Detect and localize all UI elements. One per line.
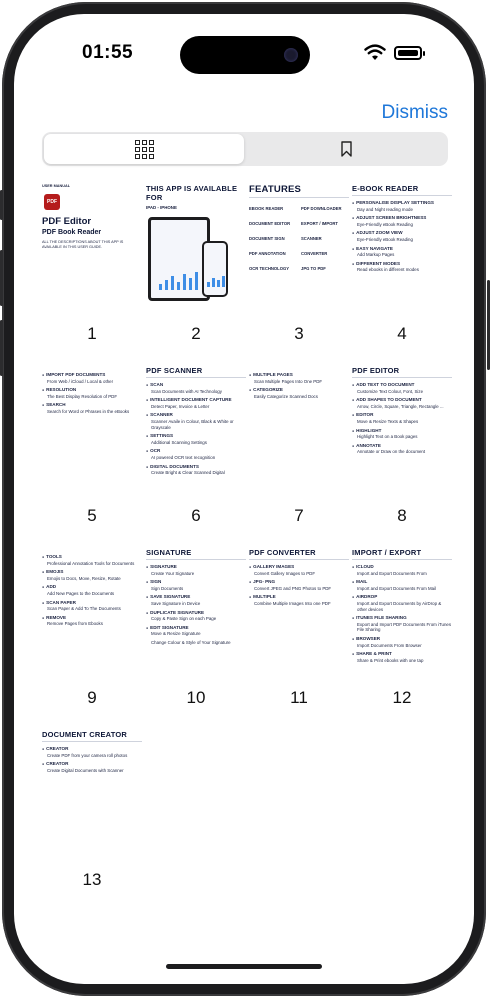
page-number: 4 <box>397 324 407 343</box>
list-item <box>146 464 246 476</box>
list-item <box>146 564 246 576</box>
tab-bookmarks[interactable] <box>246 134 446 164</box>
list-item-desc: Create Bright & Clear Scanned Digital <box>151 470 225 476</box>
list-item-desc: Professional Annotation Tools for Documents <box>47 560 135 566</box>
list-item-title: ● SETTINGS <box>146 433 246 440</box>
page-thumbnail[interactable] <box>352 546 452 674</box>
list-item-title: ● PERSONALISE DISPLAY SETTINGS <box>352 200 452 207</box>
list-item-desc: Customize Text Colour, Font, Size <box>357 388 424 394</box>
bookmark-icon <box>341 141 352 157</box>
list-item <box>249 372 349 384</box>
list-item-desc: Convert Gallery Images to PDF <box>254 570 316 576</box>
list-item-title: ● ADD SHAPES TO DOCUMENT <box>352 397 452 404</box>
list-item-title: ● ITUNES FILE SHARING <box>352 615 452 622</box>
list-item-title: ● SEARCH <box>42 402 142 409</box>
page-thumbnail[interactable] <box>146 546 246 674</box>
page-heading: THIS APP IS AVAILABLE FOR <box>146 184 238 202</box>
list-item-desc: Scan Multiple Pages Into One PDF <box>254 378 323 384</box>
list-item-desc: Arrow, Circle, Square, Triangle, Rectangle ... <box>357 403 444 409</box>
list-item-title: ● GALLERY IMAGES <box>249 564 349 571</box>
list-item <box>352 428 452 440</box>
list-item <box>42 615 142 627</box>
page-thumbnail[interactable] <box>42 364 142 492</box>
page-number: 1 <box>87 324 97 343</box>
list-item-title: ● EDIT SIGNATURE <box>146 625 246 632</box>
list-item <box>146 433 246 445</box>
list-item-desc: Remove Pages from Ebooks <box>47 621 103 627</box>
list-item-desc: Detect Paper, Invoice & Letter <box>151 403 210 409</box>
list-item-title: ● DUPLICATE SIGNATURE <box>146 610 246 617</box>
list-item <box>352 443 452 455</box>
list-item <box>146 397 246 409</box>
list-item <box>352 261 452 273</box>
list-item-desc: Sign Documents <box>151 585 184 591</box>
page-heading: SIGNATURE <box>146 548 246 560</box>
page-thumbnail[interactable] <box>146 182 246 310</box>
list-item <box>42 600 142 612</box>
feature-item: DOCUMENT SIGN <box>249 236 285 241</box>
list-item <box>42 554 142 566</box>
list-item-desc: Import and Export Documents by AirDrop & other devices <box>357 600 442 612</box>
page-number: 13 <box>82 870 102 889</box>
list-item-desc: From Web / iCloud / Local & other <box>47 378 114 384</box>
list-item <box>146 610 246 622</box>
view-mode-segmented-control <box>42 132 448 166</box>
list-item-desc: Import Documents From Browser <box>357 642 422 648</box>
list-item-title: ● AIRDROP <box>352 594 452 601</box>
page-heading: E-BOOK READER <box>352 184 452 196</box>
list-item-title: ● CATEGORIZE <box>249 387 349 394</box>
page-thumbnail[interactable] <box>249 364 349 492</box>
list-item <box>146 412 246 430</box>
page-number: 3 <box>294 324 304 343</box>
list-item <box>352 636 452 648</box>
list-item-title: ● CREATOR <box>42 761 142 768</box>
list-item-title: ● RESOLUTION <box>42 387 142 394</box>
page-number: 11 <box>290 688 308 707</box>
list-item <box>352 246 452 258</box>
page-number: 5 <box>87 506 97 525</box>
screen <box>14 14 474 984</box>
page-number: 9 <box>87 688 97 707</box>
list-item <box>42 761 142 773</box>
list-item-title: ● CREATOR <box>42 746 142 753</box>
list-item-title: ● JPG- PNG <box>249 579 349 586</box>
list-item <box>146 382 246 394</box>
pdf-logo-icon <box>44 194 60 210</box>
status-time: 01:55 <box>82 42 134 63</box>
list-item-desc: Easily Categorize Scanned Docs <box>254 393 318 399</box>
list-item-desc: Import and Export Documents From <box>357 570 427 576</box>
list-item-title: ● TOOLS <box>42 554 142 561</box>
list-item-title: ● SCAN PAPER <box>42 600 142 607</box>
list-item <box>352 615 452 633</box>
list-item-desc: Annotate or Draw on the document <box>357 449 426 455</box>
list-item <box>146 640 246 646</box>
list-item-desc: Additional Scanning Settings <box>151 439 207 445</box>
list-item <box>146 448 246 460</box>
page-thumbnail[interactable] <box>352 182 452 310</box>
cover-title: PDF Editor <box>42 215 92 227</box>
list-item-desc: Emojis to Docs, Move, Resize, Rotate <box>47 575 121 581</box>
list-item-desc: Eye-Friendly eBook Reading <box>357 221 413 227</box>
battery-icon <box>394 46 422 60</box>
page-heading: FEATURES <box>249 184 349 198</box>
list-item-title: ● SCANNER <box>146 412 246 419</box>
wifi-icon <box>364 44 386 62</box>
list-item <box>42 387 142 399</box>
list-item <box>352 200 452 212</box>
tablet-icon <box>148 217 210 301</box>
list-item-desc: Highlight Text on a Book pages <box>357 434 418 440</box>
list-item-desc: Scan Documents with AI Technology <box>151 388 222 394</box>
page-thumbnail[interactable] <box>42 728 142 856</box>
volume-down-button <box>0 320 3 376</box>
list-item-title: ● DIGITAL DOCUMENTS <box>146 464 246 471</box>
features-grid <box>249 202 349 271</box>
cover-description: ALL THE DESCRIPTIONS ABOUT THIS APP IS AVAILABLE IN THIS USER GUIDE. <box>42 239 124 249</box>
list-item <box>146 625 246 637</box>
list-item <box>352 397 452 409</box>
list-item <box>249 387 349 399</box>
list-item <box>42 746 142 758</box>
tab-thumbnails[interactable] <box>44 134 244 164</box>
list-item-title: ● ICLOUD <box>352 564 452 571</box>
page-number: 8 <box>397 506 407 525</box>
page-number: 10 <box>186 688 206 707</box>
list-item-desc: The Best Display Resolution of PDF <box>47 393 118 399</box>
camera-icon <box>284 48 298 62</box>
page-thumbnail[interactable] <box>352 364 452 492</box>
list-item <box>42 372 142 384</box>
list-item-desc: Move & Resize Signature <box>151 631 201 637</box>
list-item-title: ● REMOVE <box>42 615 142 622</box>
feature-item: EXPORT / IMPORT <box>301 221 338 226</box>
list-item-desc: Add Markup Pages <box>357 252 395 258</box>
list-item <box>352 382 452 394</box>
list-item-desc: Day and Night reading mode <box>357 206 413 212</box>
list-item-title: ● OCR <box>146 448 246 455</box>
list-item-title: ● SHARE & PRINT <box>352 651 452 658</box>
list-item-title: ● DIFFERENT MODES <box>352 261 452 268</box>
list-item <box>146 594 246 606</box>
list-item-title: ● MULTIPLE PAGES <box>249 372 349 379</box>
list-item <box>249 594 349 606</box>
list-item-title: ● EASY NAVIGATE <box>352 246 452 253</box>
page-heading: PDF EDITOR <box>352 366 452 378</box>
feature-item: EBOOK READER <box>249 206 284 211</box>
list-item-desc: Eye-Friendly eBook Reading <box>357 236 413 242</box>
page-thumbnail[interactable] <box>249 546 349 674</box>
list-item-desc: Share & Print ebooks with one tap <box>357 657 424 663</box>
list-item-desc: Create Digital Documents with Scanner <box>47 767 124 773</box>
list-item-title: ● SCAN <box>146 382 246 389</box>
feature-item: SCANNER <box>301 236 322 241</box>
page-heading: DOCUMENT CREATOR <box>42 730 142 742</box>
feature-item: PDF DOWNLOADER <box>301 206 342 211</box>
list-item-title: ● MULTIPLE <box>249 594 349 601</box>
list-item <box>352 215 452 227</box>
list-item-title: ● ADD <box>42 584 142 591</box>
page-thumbnail[interactable] <box>42 182 142 310</box>
page-heading: PDF CONVERTER <box>249 548 349 560</box>
list-item-title: ● INTELLIGENT DOCUMENT CAPTURE <box>146 397 246 404</box>
list-item-desc: Change Colour & Style of Your Signature <box>151 639 231 645</box>
list-item-desc: Scan Paper & Add To The Documents <box>47 606 121 612</box>
phone-icon <box>202 241 228 297</box>
list-item <box>352 564 452 576</box>
page-subheading: IPAD - IPHONE <box>146 205 177 210</box>
list-item <box>352 594 452 612</box>
list-item <box>352 579 452 591</box>
list-item-desc: Search for Word or Phrases in the eBooks <box>47 408 130 414</box>
list-item-desc: Add New Pages to the Documents <box>47 590 115 596</box>
list-item-desc: Save Signature in Device <box>151 600 201 606</box>
feature-item: OCR TECHNOLOGY <box>249 266 290 271</box>
list-item <box>249 579 349 591</box>
list-item-desc: Read ebooks in different modes <box>357 267 419 273</box>
list-item-desc: AI powered OCR text recognition <box>151 454 216 460</box>
page-number: 7 <box>294 506 304 525</box>
list-item <box>42 569 142 581</box>
list-item-title: ● SAVE SIGNATURE <box>146 594 246 601</box>
page-thumbnail[interactable] <box>146 364 246 492</box>
page-heading: PDF SCANNER <box>146 366 246 378</box>
list-item-title: ● BROWSER <box>352 636 452 643</box>
list-item-desc: Import and Export Documents From Mail <box>357 585 437 591</box>
page-heading: IMPORT / EXPORT <box>352 548 452 560</box>
list-item <box>42 584 142 596</box>
side-button <box>0 190 3 220</box>
list-item <box>146 579 246 591</box>
logo-text: PDF <box>47 198 57 205</box>
page-number: 6 <box>191 506 201 525</box>
list-item-title: ● ADD TEXT TO DOCUMENT <box>352 382 452 389</box>
volume-up-button <box>0 250 3 306</box>
devices-illustration <box>146 217 236 303</box>
list-item-desc: Move & Resize Texts & Shapes <box>357 418 419 424</box>
list-item-title: ● SIGN <box>146 579 246 586</box>
page-thumbnail[interactable] <box>42 546 142 674</box>
page-number: 2 <box>191 324 201 343</box>
list-item <box>42 402 142 414</box>
list-item-desc: Copy & Paste Sign on each Page <box>151 616 217 622</box>
list-item-title: ● ADJUST SCREEN BRIGHTNESS <box>352 215 452 222</box>
list-item <box>249 564 349 576</box>
list-item-desc: Convert JPEG and PNG Photos to PDF <box>254 585 332 591</box>
list-item-desc: Scanner Availe in Colour, Black & White or Grayscale <box>151 418 234 430</box>
page-thumbnail[interactable] <box>249 182 349 310</box>
home-indicator <box>166 964 322 969</box>
feature-item: PDF ANNOTATION <box>249 251 286 256</box>
feature-item: JPG TO PDF <box>301 266 326 271</box>
list-item <box>352 230 452 242</box>
dynamic-island <box>180 36 310 74</box>
list-item-title: ● HIGHLIGHT <box>352 428 452 435</box>
list-item-title: ● ADJUST ZOOM VIEW <box>352 230 452 237</box>
list-item-title: ● IMPORT PDF DOCUMENTS <box>42 372 142 379</box>
list-item-desc: Export and Import PDF Documents From iTunes File Sharing <box>357 621 452 633</box>
list-item-title: ● SIGNATURE <box>146 564 246 571</box>
feature-item: CONVERTER <box>301 251 328 256</box>
list-item <box>352 412 452 424</box>
list-item <box>352 651 452 663</box>
list-item-title: ● ANNOTATE <box>352 443 452 450</box>
list-item-title: ● EMOJIS <box>42 569 142 576</box>
feature-item: DOCUMENT EDITOR <box>249 221 291 226</box>
list-item-desc: Create Your Signature <box>151 570 195 576</box>
list-item-desc: Combine Multiple Images Into one PDF <box>254 600 331 606</box>
page-number: 12 <box>392 688 412 707</box>
cover-subtitle: PDF Book Reader <box>42 228 102 236</box>
list-item-title: ● MAIL <box>352 579 452 586</box>
grid-icon <box>135 140 154 159</box>
cover-label: USER MANUAL <box>42 184 71 188</box>
dismiss-button[interactable]: Dismiss <box>381 102 448 123</box>
list-item-title: ● EDITOR <box>352 412 452 419</box>
list-item-desc: Create PDF from your camera roll photos <box>47 752 128 758</box>
